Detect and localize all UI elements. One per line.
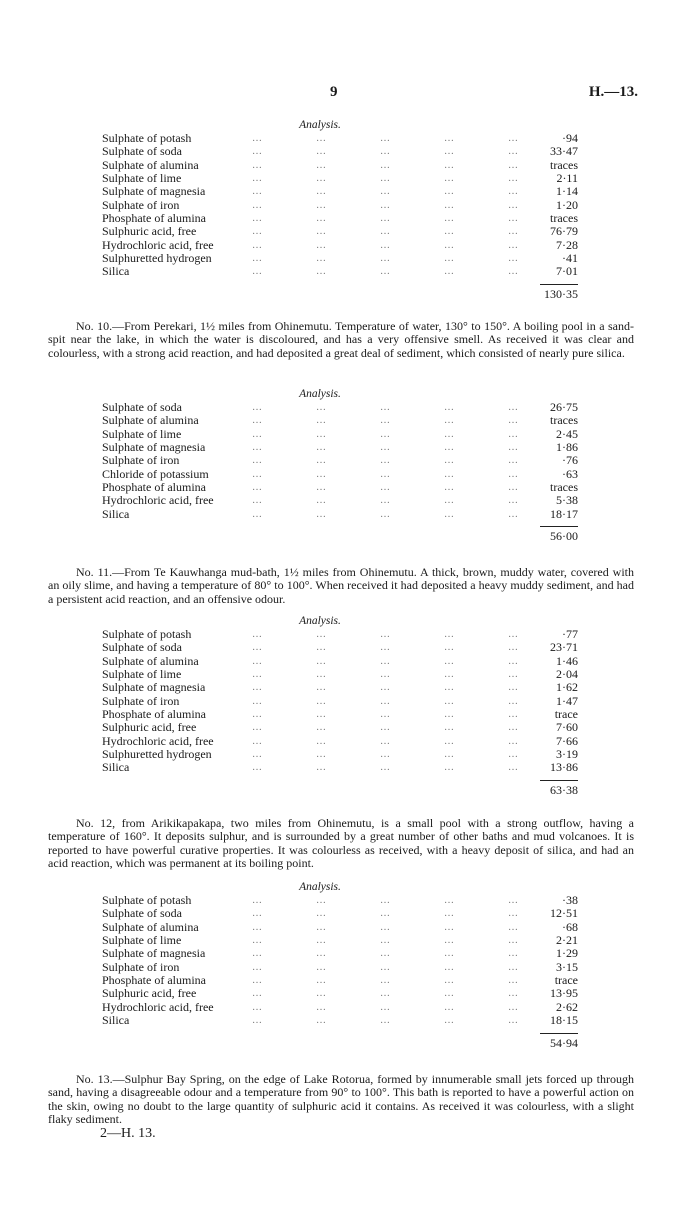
constituent-value: 2·45 [556, 426, 578, 441]
constituent-name: Hydrochloric acid, free [102, 733, 214, 748]
paragraph-no-11: No. 11.—From Te Kauwhanga mud-bath, 1½ miles from Ohinemutu. A thick, brown, muddy water, covered with an oily slime, and having a temperature of 80° to 100°. When received it had deposited a heavy muddy sediment, and had a persistent acid reaction, and an offensive odour. [48, 565, 634, 606]
constituent-name: Sulphate of iron [102, 453, 180, 468]
constituent-value: ·68 [562, 919, 578, 934]
analysis-row: Phosphate of alumina … … … … … traces [102, 211, 578, 226]
total-value: 56·00 [550, 529, 578, 544]
constituent-name: Sulphuric acid, free [102, 224, 197, 239]
analysis-row: Silica … … … … … 7·01 [102, 264, 578, 279]
constituent-value: traces [550, 157, 578, 172]
analysis-rows [100, 894, 580, 1027]
constituent-value: 13·86 [550, 760, 578, 775]
analysis-row: Sulphuric acid, free … … … … … 13·95 [102, 986, 578, 1001]
constituent-value: ·63 [562, 466, 578, 481]
constituent-value: 7·28 [556, 237, 578, 252]
constituent-name: Phosphate of alumina [102, 211, 206, 226]
constituent-value: 33·47 [550, 144, 578, 159]
constituent-value: 13·95 [550, 986, 578, 1001]
analysis-row: Phosphate of alumina … … … … … trace [102, 707, 578, 722]
analysis-row: Sulphate of soda … … … … … 26·75 [102, 400, 578, 414]
constituent-value: 3·15 [556, 959, 578, 974]
constituent-name: Sulphate of soda [102, 144, 182, 159]
analysis-row: Sulphate of alumina … … … … … traces [102, 157, 578, 172]
analysis-title: Analysis. [299, 388, 341, 400]
constituent-name: Hydrochloric acid, free [102, 999, 214, 1014]
constituent-value: traces [550, 211, 578, 226]
constituent-value: 1·46 [556, 653, 578, 668]
constituent-name: Sulphate of magnesia [102, 440, 206, 455]
total-rule [540, 780, 578, 781]
constituent-name: Chloride of potassium [102, 466, 209, 481]
analysis-row: Sulphate of lime … … … … … 2·04 [102, 667, 578, 682]
constituent-value: traces [550, 413, 578, 428]
constituent-name: Sulphate of alumina [102, 413, 199, 428]
constituent-value: 18·17 [550, 506, 578, 521]
analysis-row: Sulphate of alumina … … … … … traces [102, 413, 578, 428]
analysis-row: Sulphate of iron … … … … … 1·20 [102, 197, 578, 212]
analysis-row: Hydrochloric acid, free … … … … … 7·28 [102, 237, 578, 252]
analysis-row: Sulphate of iron … … … … … ·76 [102, 453, 578, 468]
constituent-value: 76·79 [550, 224, 578, 239]
constituent-value: ·38 [562, 893, 578, 907]
constituent-name: Hydrochloric acid, free [102, 237, 214, 252]
analysis-row: Sulphate of lime … … … … … 2·45 [102, 426, 578, 441]
constituent-value: ·94 [562, 131, 578, 145]
analysis-rows [100, 401, 580, 521]
constituent-value: 1·62 [556, 680, 578, 695]
constituent-value: 2·21 [556, 933, 578, 948]
analysis-row: Sulphate of alumina … … … … … ·68 [102, 919, 578, 934]
constituent-name: Sulphate of magnesia [102, 680, 206, 695]
constituent-name: Silica [102, 264, 130, 279]
constituent-name: Sulphate of lime [102, 933, 182, 948]
total-value: 130·35 [544, 286, 578, 301]
total-rule [540, 526, 578, 527]
analysis-row: Sulphate of iron … … … … … 1·47 [102, 693, 578, 708]
analysis-rows [100, 628, 580, 775]
constituent-name: Sulphate of potash [102, 627, 192, 641]
constituent-value: 7·01 [556, 264, 578, 279]
page-header [0, 84, 700, 106]
constituent-value: 1·14 [556, 184, 578, 199]
analysis-row: Sulphate of lime … … … … … 2·21 [102, 933, 578, 948]
analysis-row: Sulphate of potash … … … … … ·94 [102, 131, 578, 145]
analysis-row: Sulphuretted hydrogen … … … … … ·41 [102, 251, 578, 266]
constituent-name: Sulphate of iron [102, 959, 180, 974]
total-value: 54·94 [550, 1035, 578, 1050]
constituent-name: Sulphate of lime [102, 667, 182, 682]
analysis-row: Sulphate of iron … … … … … 3·15 [102, 959, 578, 974]
constituent-name: Sulphate of soda [102, 906, 182, 921]
analysis-row: Hydrochloric acid, free … … … … … 2·62 [102, 999, 578, 1014]
analysis-row: Sulphate of lime … … … … … 2·11 [102, 171, 578, 186]
paragraph-no-13: No. 13.—Sulphur Bay Spring, on the edge of Lake Rotorua, formed by innumerable small jets forced up through sand, having a disagreeable odour and a temperature from 90° to 100°. This bath is reported to have a powerful action on the skin, owing no doubt to the large quantity of sulphuric acid it contains. As received it was colourless, with a slight flaky sediment. [48, 1072, 634, 1127]
constituent-name: Sulphate of iron [102, 197, 180, 212]
total-rule [540, 284, 578, 285]
constituent-name: Sulphate of alumina [102, 653, 199, 668]
constituent-name: Phosphate of alumina [102, 480, 206, 495]
constituent-value: 7·60 [556, 720, 578, 735]
analysis-row: Hydrochloric acid, free … … … … … 5·38 [102, 493, 578, 508]
analysis-row: Sulphuric acid, free … … … … … 76·79 [102, 224, 578, 239]
analysis-table-3 [100, 614, 580, 797]
constituent-value: 5·38 [556, 493, 578, 508]
constituent-value: 1·86 [556, 440, 578, 455]
constituent-value: 1·47 [556, 693, 578, 708]
constituent-value: 23·71 [550, 640, 578, 655]
constituent-name: Sulphate of potash [102, 131, 192, 145]
analysis-row: Silica … … … … … 18·15 [102, 1013, 578, 1028]
constituent-name: Sulphate of potash [102, 893, 192, 907]
constituent-name: Phosphate of alumina [102, 707, 206, 722]
analysis-row: Sulphate of soda … … … … … 12·51 [102, 906, 578, 921]
constituent-value: 7·66 [556, 733, 578, 748]
constituent-value: ·77 [562, 627, 578, 641]
constituent-name: Sulphate of alumina [102, 919, 199, 934]
constituent-value: 18·15 [550, 1013, 578, 1028]
analysis-row: Sulphate of potash … … … … … ·38 [102, 893, 578, 907]
constituent-name: Hydrochloric acid, free [102, 493, 214, 508]
constituent-value: 12·51 [550, 906, 578, 921]
constituent-value: trace [554, 973, 578, 988]
constituent-value: ·41 [562, 251, 578, 266]
analysis-title: Analysis. [299, 615, 341, 627]
analysis-row: Phosphate of alumina … … … … … trace [102, 973, 578, 988]
constituent-value: 1·20 [556, 197, 578, 212]
analysis-table-1 [100, 118, 580, 301]
analysis-table-2 [100, 387, 580, 544]
paragraph-no-12: No. 12, from Arikikapakapa, two miles from Ohinemutu, is a small pool with a strong outflow, having a temperature of 160°. It deposits sulphur, and is surrounded by a great number of other baths and mud volcanoes. It is reported to have powerful curative properties. It was colourless as received, with a heavy deposit of silica, and had an acid reaction, which was permanent at its boiling point. [48, 816, 634, 871]
total-value: 63·38 [550, 782, 578, 797]
constituent-name: Sulphuric acid, free [102, 986, 197, 1001]
constituent-name: Phosphate of alumina [102, 973, 206, 988]
constituent-name: Sulphate of iron [102, 693, 180, 708]
constituent-name: Silica [102, 760, 130, 775]
analysis-row: Sulphate of soda … … … … … 33·47 [102, 144, 578, 159]
paragraph-no-10: No. 10.—From Perekari, 1½ miles from Ohinemutu. Temperature of water, 130° to 150°. A boiling pool in a sand-spit near the lake, in which the water is discoloured, and has a very offensive smell. As received it was clear and colourless, with a strong acid reaction, and had deposited a great deal of sediment, which consisted of nearly pure silica. [48, 319, 634, 360]
constituent-name: Sulphate of soda [102, 640, 182, 655]
analysis-row: Hydrochloric acid, free … … … … … 7·66 [102, 733, 578, 748]
constituent-value: 1·29 [556, 946, 578, 961]
total-rule [540, 1033, 578, 1034]
analysis-row: Sulphate of magnesia … … … … … 1·14 [102, 184, 578, 199]
analysis-row: Sulphuretted hydrogen … … … … … 3·19 [102, 747, 578, 762]
analysis-rows [100, 132, 580, 279]
constituent-name: Sulphate of magnesia [102, 946, 206, 961]
analysis-row: Sulphate of alumina … … … … … 1·46 [102, 653, 578, 668]
analysis-row: Sulphate of magnesia … … … … … 1·62 [102, 680, 578, 695]
constituent-value: 2·11 [556, 171, 578, 186]
constituent-name: Silica [102, 506, 130, 521]
constituent-name: Sulphate of lime [102, 426, 182, 441]
analysis-row: Sulphate of magnesia … … … … … 1·29 [102, 946, 578, 961]
page-number: 9 [330, 84, 338, 100]
document-reference: H.—13. [588, 84, 638, 100]
analysis-table-4 [100, 880, 580, 1050]
analysis-title: Analysis. [299, 119, 341, 131]
analysis-row: Silica … … … … … 18·17 [102, 506, 578, 521]
constituent-name: Sulphate of magnesia [102, 184, 206, 199]
analysis-row: Chloride of potassium … … … … … ·63 [102, 466, 578, 481]
signature-mark: 2—H. 13. [100, 1126, 156, 1141]
analysis-row: Phosphate of alumina … … … … … traces [102, 480, 578, 495]
analysis-title: Analysis. [299, 881, 341, 893]
constituent-name: Silica [102, 1013, 130, 1028]
constituent-name: Sulphate of soda [102, 400, 182, 414]
constituent-value: 2·62 [556, 999, 578, 1014]
constituent-name: Sulphate of alumina [102, 157, 199, 172]
constituent-value: trace [554, 707, 578, 722]
constituent-name: Sulphuretted hydrogen [102, 251, 212, 266]
analysis-row: Sulphate of magnesia … … … … … 1·86 [102, 440, 578, 455]
analysis-row: Sulphuric acid, free … … … … … 7·60 [102, 720, 578, 735]
analysis-row: Sulphate of potash … … … … … ·77 [102, 627, 578, 641]
constituent-value: 3·19 [556, 747, 578, 762]
constituent-value: traces [550, 480, 578, 495]
constituent-value: 26·75 [550, 400, 578, 414]
analysis-row: Silica … … … … … 13·86 [102, 760, 578, 775]
constituent-value: 2·04 [556, 667, 578, 682]
analysis-row: Sulphate of soda … … … … … 23·71 [102, 640, 578, 655]
constituent-name: Sulphuretted hydrogen [102, 747, 212, 762]
constituent-value: ·76 [562, 453, 578, 468]
constituent-name: Sulphuric acid, free [102, 720, 197, 735]
constituent-name: Sulphate of lime [102, 171, 182, 186]
